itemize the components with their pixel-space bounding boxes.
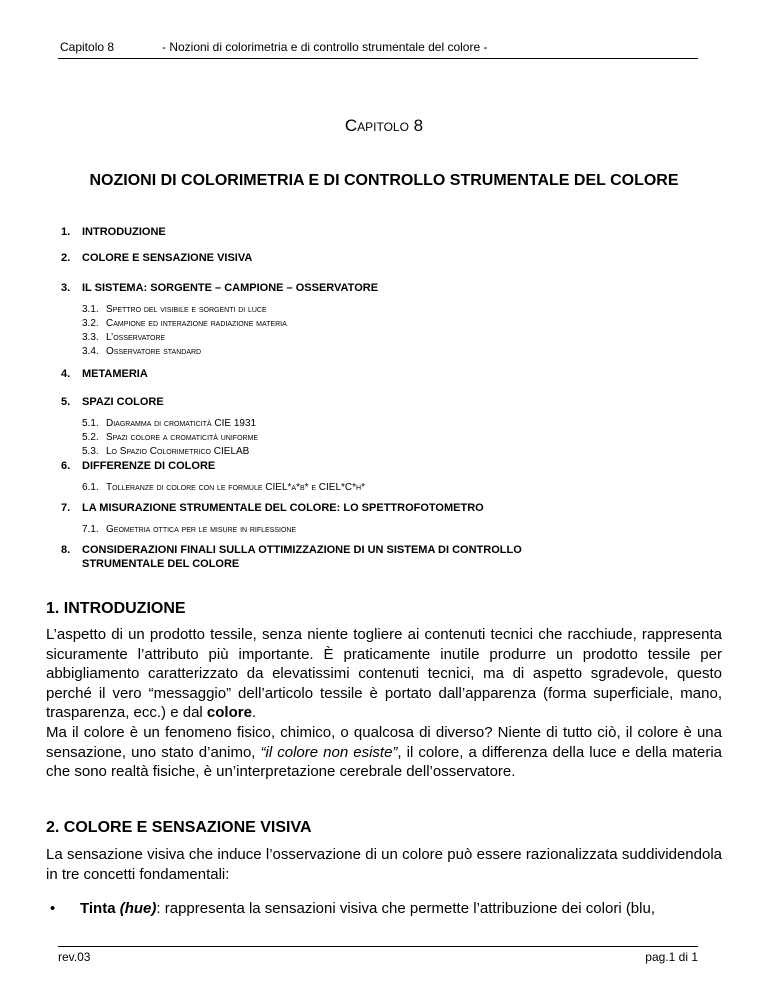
bullet-symbol: • <box>50 900 56 917</box>
toc-label: Diagramma di cromaticità CIE 1931 <box>106 418 257 429</box>
toc-label: IL SISTEMA: SORGENTE – CAMPIONE – OSSERVATORE <box>82 282 379 294</box>
toc-number: 1. <box>61 226 71 238</box>
toc-number: 3.1. <box>82 304 99 315</box>
toc-number: 8. <box>61 544 71 556</box>
toc-label: Spazi colore a cromaticità uniforme <box>106 432 259 443</box>
toc-number: 3.4. <box>82 346 99 357</box>
chapter-title: NOZIONI DI COLORIMETRIA E DI CONTROLLO STRUMENTALE DEL COLORE <box>89 172 679 189</box>
intro-text: L’aspetto di un prodotto tessile, senza niente togliere ai contenuti tecnici che racchiude, rappresenta sicuramente l’attributo più importante. È praticamente inutile produrre un prodotto tessile per abbigliamento caratterizzato da elevatissimi contenuti tecnici, ma di aspetto sgradevole, questo perché il vero “messaggio” dell’articolo tessile è portato dall’apparenza (forma superficiale, mano, trasparenza, ecc.) e dal <box>46 626 722 721</box>
colore-paragraph-1: La sensazione visiva che induce l’osservazione di un colore può essere razionalizzata suddividendola in tre concetti fondamentali: <box>46 846 722 883</box>
toc-label: L’osservatore <box>106 332 166 343</box>
toc-label: CONSIDERAZIONI FINALI SULLA OTTIMIZZAZIONE DI UN SISTEMA DI CONTROLLO <box>82 544 522 556</box>
bullet-term: Tinta <box>80 900 116 917</box>
footer-divider <box>58 946 698 947</box>
toc-number: 6.1. <box>82 482 99 493</box>
toc-label: METAMERIA <box>82 368 148 380</box>
intro-text: Ma il colore è un fenomeno fisico, chimico, o qualcosa di diverso? Niente di tutto ciò, il colore è una sensazione, uno stato d’animo, <box>46 724 722 761</box>
intro-paragraph-2 <box>46 723 722 782</box>
intro-text-end: . <box>251 704 257 721</box>
toc-number: 3.3. <box>82 332 99 343</box>
intro-text-end: , il colore, a differenza della luce e della materia che sono realtà fisiche, è un’interpretazione cerebrale dell’osservatore. <box>46 743 722 780</box>
toc-number: 3.2. <box>82 318 99 329</box>
toc-label: Lo Spazio Colorimetrico CIELAB <box>106 446 250 457</box>
header-chapter: Capitolo 8 <box>60 40 115 54</box>
intro-paragraph-1 <box>46 625 722 723</box>
toc-label: SPAZI COLORE <box>82 396 164 408</box>
section-heading-colore: 2. COLORE E SENSAZIONE VISIVA <box>46 819 312 836</box>
toc-label: Tolleranze di colore con le formule CIEL*a*b* e CIEL*C*h* <box>106 482 365 493</box>
toc-label: Osservatore standard <box>106 346 202 357</box>
toc-number: 5. <box>61 396 71 408</box>
header-divider <box>58 58 698 59</box>
bullet-description: : rappresenta la sensazioni visiva che permette l’attribuzione dei colori (blu, <box>156 900 655 917</box>
footer-page-number: pag.1 di 1 <box>645 950 698 964</box>
toc-number: 3. <box>61 282 71 294</box>
toc-number: 7. <box>61 502 71 514</box>
toc-number: 5.1. <box>82 418 99 429</box>
toc-number: 7.1. <box>82 524 99 535</box>
toc-label: Campione ed interazione radiazione materia <box>106 318 287 329</box>
toc-label: DIFFERENZE DI COLORE <box>82 460 216 472</box>
bullet-item-tinta <box>80 900 720 917</box>
footer-revision: rev.03 <box>58 950 91 964</box>
chapter-label: Capitolo 8 <box>344 116 424 135</box>
toc-number: 5.3. <box>82 446 99 457</box>
toc-number: 2. <box>61 252 71 264</box>
toc-number: 5.2. <box>82 432 99 443</box>
italic-quote: “il colore non esiste” <box>260 743 398 761</box>
toc-label: Spettro del visibile e sorgenti di luce <box>106 304 267 315</box>
toc-number: 6. <box>61 460 71 472</box>
toc-label: LA MISURAZIONE STRUMENTALE DEL COLORE: LO SPETTROFOTOMETRO <box>82 502 484 514</box>
toc-label: INTRODUZIONE <box>82 226 166 238</box>
section-heading-introduzione: 1. INTRODUZIONE <box>46 600 186 617</box>
toc-label-continued: STRUMENTALE DEL COLORE <box>82 558 240 570</box>
toc-number: 4. <box>61 368 71 380</box>
toc-label: COLORE E SENSAZIONE VISIVA <box>82 252 253 264</box>
bullet-term-italic: (hue) <box>119 900 157 917</box>
bold-keyword: colore <box>206 704 252 721</box>
toc-label: Geometria ottica per le misure in riflessione <box>106 524 297 535</box>
header-title: - Nozioni di colorimetria e di controllo strumentale del colore - <box>162 40 488 54</box>
